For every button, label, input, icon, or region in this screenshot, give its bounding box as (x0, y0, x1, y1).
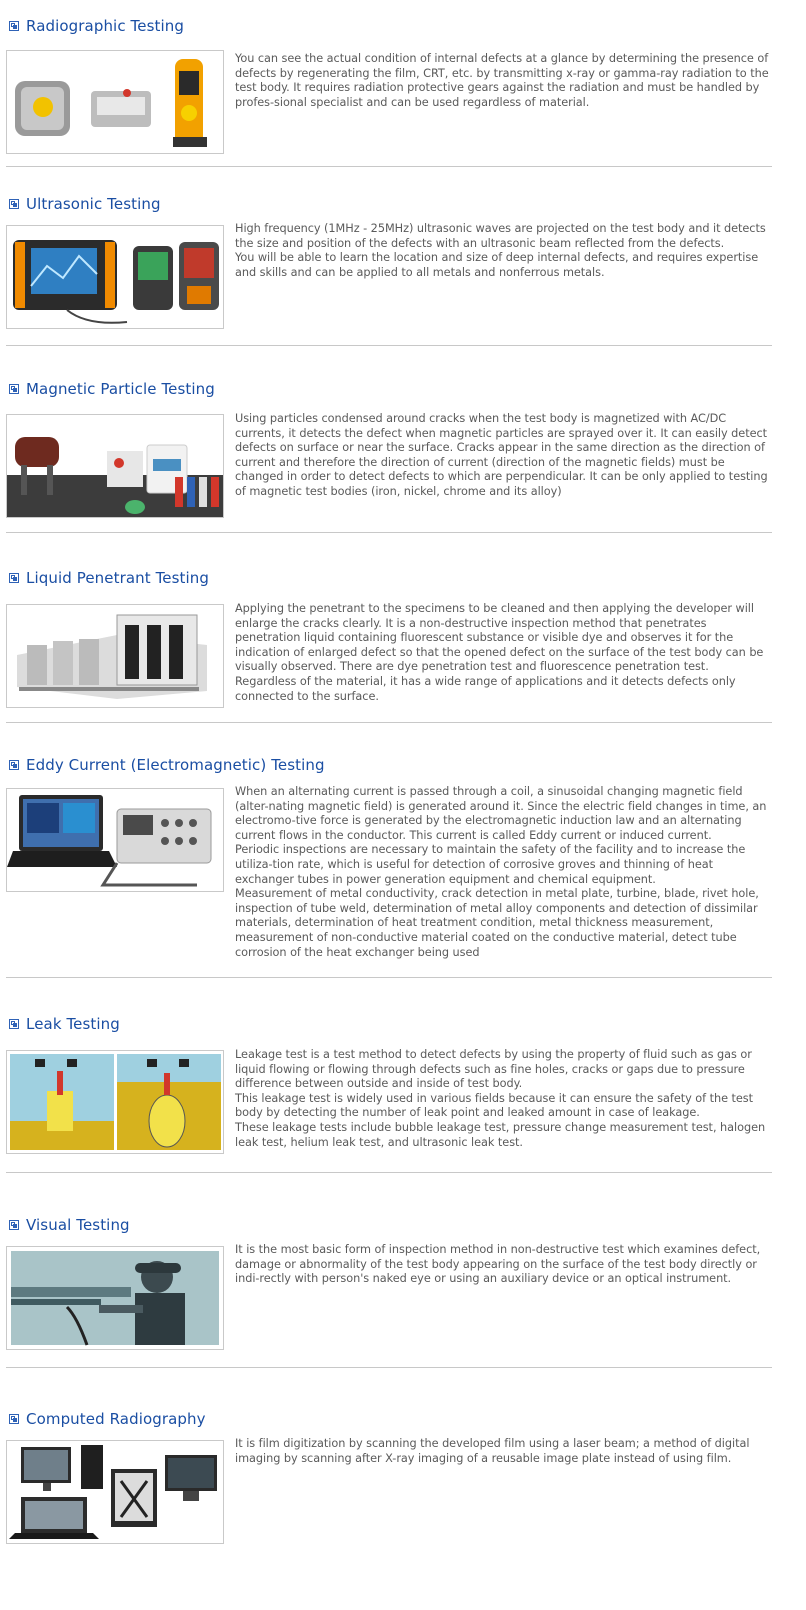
section-description: It is the most basic form of inspection method in non-destructive test which examines defect, damage or abnormality of the test body appearing on the surface of the test body directly or indi-rectly with person's naked eye or using an auxiliary device or an optical instrument. (235, 1243, 761, 1286)
section-title (6, 1012, 120, 1036)
section-title (6, 14, 184, 38)
section-description: You can see the actual condition of internal defects at a glance by determining the presence of defects by regenerating the film, CRT, etc. by transmitting x-ray or gamma-ray radiation to the test body. It requires radiation protective gears against the radiation and must be handled by profes-sional specialist and can be used regardless of material. (235, 52, 769, 109)
section-title-text: Radiographic Testing (26, 17, 184, 35)
section-divider (6, 1367, 772, 1368)
bullet-icon (9, 1220, 19, 1230)
section-divider (6, 166, 772, 167)
section-title-text: Ultrasonic Testing (26, 195, 161, 213)
visual-inspection-photo (6, 1246, 224, 1350)
section-title (6, 1213, 130, 1237)
section-liquid-penetrant-testing (6, 566, 772, 726)
section-ultrasonic-testing (6, 192, 772, 352)
section-description: Applying the penetrant to the specimens to be cleaned and then applying the developer will enlarge the cracks clearly. It is a non-destructive inspection method that penetrates penetration liquid containing fluorescent substance or visible dye and observes it for the indication of enlarged defect so that the opened defect on the surface of the test body can be visually observed. There are dye penetration test and fluorescence penetration test. Regardless of the material, it has a wide range of applications and it detects defects only connected to the surface. (235, 602, 764, 703)
section-visual-testing (6, 1213, 772, 1373)
eddy-current-equipment-photo (6, 788, 224, 892)
section-divider (6, 1172, 772, 1173)
section-title (6, 566, 209, 590)
section-computed-radiography (6, 1407, 772, 1567)
section-title-text: Visual Testing (26, 1216, 130, 1234)
bullet-icon (9, 1019, 19, 1029)
section-description: When an alternating current is passed through a coil, a sinusoidal changing magnetic field (alter-nating magnetic field) is generated around it. Since the electric field changes in time, an electromo-tive force is generated by the electromagnetic induction law and an alternating current flows in the conductor. This current is called Eddy current or induced current. Periodic inspections are necessary to maintain the safety of the facility and to increase the utiliza-tion rate, which is useful for detection of corrosive groves and thinning of heat exchanger tubes in power generation equipment and chemical equipment. Measurement of metal conductivity, crack detection in metal plate, turbine, blade, rivet hole, inspection of tube weld, determination of metal alloy components and detection of dissimilar materials, determination of heat treatment condition, metal thickness measurement, measurement of non-conductive material coated on the conductive material, detect tube corrosion of the heat exchanger being used (235, 785, 767, 959)
section-title-text: Computed Radiography (26, 1410, 206, 1428)
section-description: Using particles condensed around cracks when the test body is magnetized with AC/DC currents, it detects the defect when magnetic particles are sprayed over it. It can easily detect defects on surface or near the surface. Cracks appear in the same direction as the direction of current and therefore the direction of current (direction of the magnetic fields) must be changed in order to detect defects to which are perpendicular. It can be only applied to testing of magnetic test bodies (iron, nickel, chrome and its alloy) (235, 412, 768, 498)
section-title (6, 377, 215, 401)
section-title (6, 1407, 206, 1431)
section-radiographic-testing (6, 14, 772, 174)
section-title (6, 192, 161, 216)
section-divider (6, 532, 772, 533)
magnetic-particle-equipment-photo (6, 414, 224, 518)
bullet-icon (9, 21, 19, 31)
section-title-text: Eddy Current (Electromagnetic) Testing (26, 756, 325, 774)
ultrasonic-equipment-photo (6, 225, 224, 329)
section-divider (6, 977, 772, 978)
section-title-text: Magnetic Particle Testing (26, 380, 215, 398)
bullet-icon (9, 573, 19, 583)
bullet-icon (9, 760, 19, 770)
leak-testing-diagram (6, 1050, 224, 1154)
section-description: It is film digitization by scanning the developed film using a laser beam; a method of digital imaging by scanning after X-ray imaging of a reusable image plate instead of using film. (235, 1437, 750, 1465)
section-divider (6, 722, 772, 723)
section-title (6, 753, 325, 777)
section-description: Leakage test is a test method to detect defects by using the property of fluid such as gas or liquid flowing or flowing through defects such as fine holes, cracks or gaps due to pressure difference between outside and inside of test body. This leakage test is widely used in various fields because it can ensure the safety of the test body by detecting the number of leak point and leaked amount in case of leakage. These leakage tests include bubble leakage test, pressure change measurement test, halogen leak test, helium leak test, and ultrasonic leak test. (235, 1048, 766, 1149)
section-title-text: Liquid Penetrant Testing (26, 569, 210, 587)
section-title-text: Leak Testing (26, 1015, 120, 1033)
liquid-penetrant-line-photo (6, 604, 224, 708)
computed-radiography-photo (6, 1440, 224, 1544)
radiographic-equipment-photo (6, 50, 224, 154)
section-description: High frequency (1MHz - 25MHz) ultrasonic waves are projected on the test body and it detects the size and position of the defects with an ultrasonic beam reflected from the defects. You will be able to learn the location and size of deep internal defects, and requires expertise and skills and can be applied to all metals and nonferrous metals. (235, 222, 766, 279)
bullet-icon (9, 384, 19, 394)
section-magnetic-particle-testing (6, 377, 772, 537)
bullet-icon (9, 199, 19, 209)
section-leak-testing (6, 1012, 772, 1182)
bullet-icon (9, 1414, 19, 1424)
section-divider (6, 345, 772, 346)
section-eddy-current-testing (6, 753, 772, 983)
